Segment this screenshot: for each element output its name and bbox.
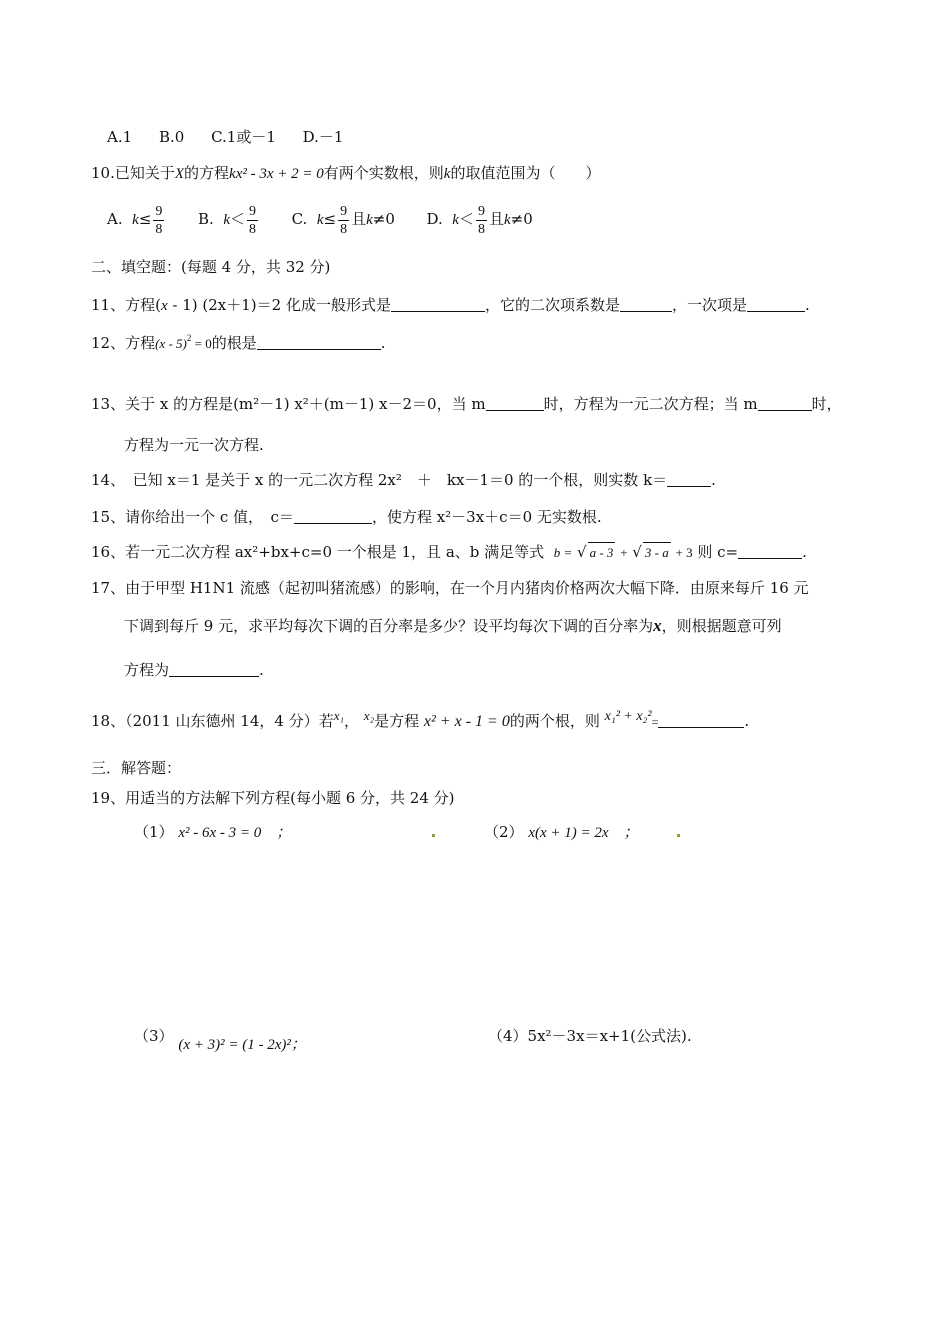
question-14	[91, 470, 716, 490]
answer-blank[interactable]	[747, 296, 805, 312]
q16-expr: b =	[553, 545, 573, 560]
answer-blank[interactable]	[738, 543, 802, 559]
option-c: C.	[291, 210, 308, 228]
q14-text: .	[711, 471, 716, 489]
question-19-title: 19、用适当的方法解下列方程(每小题 6 分，共 24 分)	[91, 789, 455, 807]
var-x2: x₂	[363, 708, 375, 723]
conj: 且	[488, 210, 504, 228]
q17-text: 方程为	[124, 661, 170, 679]
question-17-line3	[124, 660, 264, 680]
option-a: A.	[107, 210, 123, 228]
q10-var: X	[174, 166, 185, 182]
option-d: D.－1	[302, 128, 344, 146]
q19-part2	[484, 822, 639, 843]
option-b: B.	[197, 210, 214, 228]
q18-text: =	[651, 715, 659, 729]
q13-text: 13、关于 x 的方程是(m²－1) x²＋(m－1) x－2＝0，当 m	[91, 395, 486, 413]
q12-text: 12、方程	[91, 334, 156, 352]
part-equation: (x + 3)² = (1 - 2x)²；	[178, 1037, 306, 1053]
q16-text: 16、若一元二次方程 ax²+bx+c=0 一个根是 1，且 a、b 满足等式	[91, 543, 545, 561]
q11-text: 11、方程(	[91, 296, 161, 314]
q16-expr: +	[620, 545, 628, 560]
q9-options	[107, 127, 343, 147]
part-equation: x² - 6x - 3 = 0 ；	[178, 825, 292, 841]
q13-text: 时，方程为一元二次方程；当 m	[543, 395, 758, 413]
q17-text: ，则根据题意可列	[661, 617, 782, 635]
q10-text: 的方程	[184, 164, 230, 182]
q11-text: ，它的二次项系数是	[484, 296, 620, 314]
q11-text: - 1) (2x＋1)＝2 化成一般形式是	[167, 296, 391, 314]
q10-options	[107, 201, 533, 238]
var-k: k	[132, 212, 139, 228]
q10-text: 10.已知关于	[91, 164, 175, 182]
neq: ≠0	[372, 210, 395, 228]
option-c: C.1或－1	[211, 128, 276, 146]
question-17-line1: 17、由于甲型 H1N1 流感（起初叫猪流感）的影响，在一个月内猪肉价格两次大幅下降．由原来每斤 16 元	[91, 579, 809, 597]
q19-part4: （4）5x²－3x＝x+1(公式法).	[488, 1027, 692, 1045]
answer-blank[interactable]	[486, 395, 544, 411]
question-15	[91, 507, 602, 527]
fraction: $\frac{9}{8}$	[477, 203, 485, 237]
part-label: （3）	[134, 1027, 174, 1045]
q19-part1	[134, 822, 291, 843]
question-16: 16、若一元二次方程 ax²+bx+c=0 一个根是 1，且 a、b 满足等式 b = √ a - 3 + √ 3 - a + 3 则 c= .	[91, 543, 807, 561]
var-k: k	[366, 212, 373, 228]
part-equation: x(x + 1) = 2x ；	[528, 825, 639, 841]
q12-expr: (x - 5)	[155, 336, 187, 351]
neq: ≠0	[510, 210, 533, 228]
q13-text: 时，	[811, 395, 842, 413]
option-b: B.0	[158, 128, 185, 146]
q18-text: 的两个根，则	[509, 712, 600, 730]
q16-text: .	[802, 543, 807, 561]
q14-text: 14、 已知 x＝1 是关于 x 的一元二次方程 2x² ＋ kx－1＝0 的一个根，则实数 k＝	[91, 471, 668, 489]
var-x1: x₁	[333, 708, 344, 723]
q18-expression: x₁² + x₂²	[604, 709, 652, 724]
q18-text: ，	[344, 712, 360, 730]
part-label: （2）	[484, 823, 524, 841]
question-18	[91, 706, 749, 732]
sqrt-term: a - 3	[588, 542, 616, 563]
q12-text: 的根是	[211, 334, 257, 352]
question-10	[91, 163, 600, 184]
answer-blank[interactable]	[658, 712, 744, 728]
relation: ＜	[458, 210, 474, 228]
q11-text: .	[805, 296, 810, 314]
q18-text: 是方程	[374, 712, 420, 730]
decorative-dot	[432, 834, 435, 837]
section-2-title: 二、填空题：(每题 4 分，共 32 分)	[91, 258, 331, 276]
fraction: $\frac{9}{8}$	[155, 203, 163, 237]
var-k: k	[452, 212, 459, 228]
var-k: k	[223, 212, 230, 228]
answer-blank[interactable]	[257, 334, 381, 350]
var-k: k	[316, 212, 324, 228]
answer-blank[interactable]	[667, 471, 711, 487]
section-3-title: 三．解答题：	[91, 759, 182, 777]
q10-equation: kx² - 3x + 2 = 0	[229, 166, 324, 182]
q15-text: ，使方程 x²－3x＋c＝0 无实数根.	[371, 508, 602, 526]
option-a: A.1	[107, 128, 133, 146]
question-13-line2: 方程为一元一次方程.	[124, 436, 264, 454]
q12-expr: = 0	[191, 336, 212, 351]
fraction: $\frac{9}{8}$	[340, 203, 348, 237]
q15-text: 15、请你给出一个 c 值， c＝	[91, 508, 294, 526]
relation: ≤	[138, 210, 152, 228]
decorative-dot	[677, 834, 680, 837]
sqrt-term: 3 - a	[643, 542, 671, 563]
q17-text: .	[259, 661, 264, 679]
q10-text: 的取值范围为（ ）	[450, 164, 601, 182]
conj: 且	[351, 210, 367, 228]
q10-text: 有两个实数根，则	[323, 164, 444, 182]
question-13	[91, 394, 842, 414]
question-12	[91, 333, 386, 354]
answer-blank[interactable]	[620, 296, 672, 312]
q17-text: 下调到每斤 9 元，求平均每次下调的百分率是多少？设平均每次下调的百分率为	[124, 617, 654, 635]
answer-blank[interactable]	[391, 296, 485, 312]
var-x: x	[160, 298, 168, 314]
q10-var: k	[443, 166, 451, 182]
var-x: x	[653, 616, 662, 635]
var-k: k	[503, 212, 511, 228]
part-label: （1）	[134, 823, 174, 841]
q16-expr: + 3	[675, 545, 693, 560]
q18-text: .	[744, 712, 750, 730]
q16-text: 则 c=	[697, 543, 739, 561]
answer-blank[interactable]	[294, 508, 372, 524]
relation: ＜	[229, 210, 245, 228]
option-d: D.	[426, 210, 443, 228]
answer-blank[interactable]	[758, 395, 812, 411]
q19-part3	[134, 1026, 306, 1055]
answer-blank[interactable]	[169, 661, 259, 677]
fraction: $\frac{9}{8}$	[249, 203, 256, 237]
q18-equation: x² + x - 1 = 0	[423, 713, 510, 730]
exponent: 2	[186, 333, 192, 343]
q12-text: .	[380, 334, 386, 352]
question-17-line2	[124, 616, 782, 636]
relation: ≤	[323, 210, 337, 228]
q18-text: 18、（2011 山东德州 14，4 分）若	[91, 712, 334, 730]
question-11	[91, 295, 810, 316]
q11-text: ，一次项是	[671, 296, 747, 314]
